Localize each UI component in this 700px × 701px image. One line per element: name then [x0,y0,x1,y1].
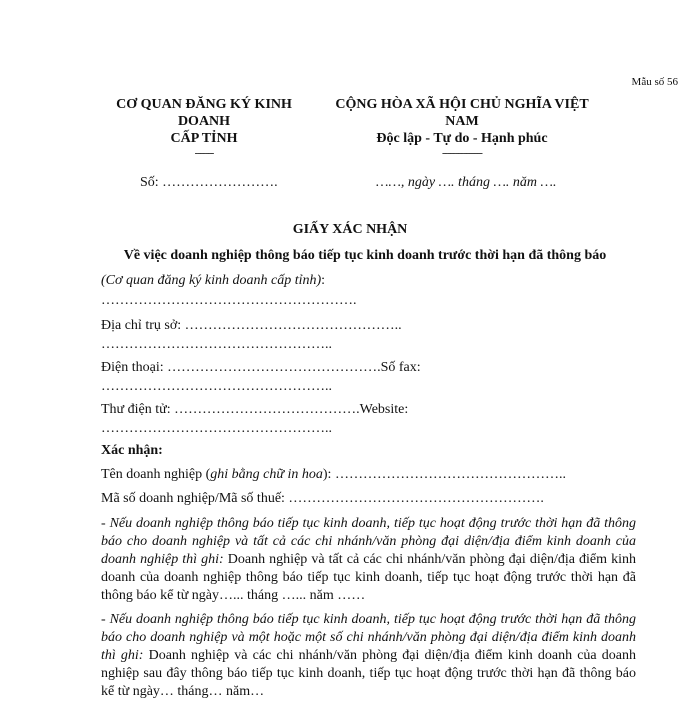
authority-blank: ………………………………………………. [101,293,357,308]
confirm-label: Xác nhận: [101,443,163,458]
form-number: Mẫu số 56 [631,76,678,88]
address-field: Địa chỉ trụ sở: ……………………………………….. [101,318,402,333]
authority-label-line [101,273,325,289]
header-divider: ------- [194,147,214,159]
reference-number: Số: ……………………. [140,175,278,190]
national-motto: Độc lập - Tự do - Hạnh phúc [376,131,548,146]
case-all-condition: - Nếu doanh nghiệp thông báo tiếp tục kinh doanh, tiếp tục hoạt động trước thời hạn đã thông báo cho doanh nghiệp và tất cả các chi nhánh/văn phòng đại diện/địa điểm kinh doanh của doanh nghiệp thì ghi: [101,516,636,567]
case-some-condition: - Nếu doanh nghiệp thông báo tiếp tục kinh doanh, tiếp tục hoạt động trước thời hạn đã thông báo cho doanh nghiệp và một hoặc một số chi nhánh/văn phòng đại diện/địa điểm kinh doanh thì ghi: [101,612,636,663]
country-name: CỘNG HÒA XÃ HỘI CHỦ NGHĨA VIỆT NAM [335,97,589,129]
email-website-field: Thư điện tử: ………………………………….Website: [101,402,409,417]
authority-name: CƠ QUAN ĐĂNG KÝ KINH DOANH [116,97,292,129]
tax-code-field: Mã số doanh nghiệp/Mã số thuế: ………………………………………………. [101,491,544,506]
date-line: ……, ngày …. tháng …. năm …. [376,175,557,190]
confirm-heading [101,443,163,459]
address-field-cont: ………………………………………….. [101,337,332,352]
document-title: GIẤY XÁC NHẬN [292,222,408,237]
document-subtitle: Về việc doanh nghiệp thông báo tiếp tục kinh doanh trước thời hạn đã thông báo [123,248,607,263]
phone-fax-field: Điện thoại: ……………………………………….Số fax: [101,360,421,375]
issuing-authority-header [104,96,304,159]
email-field-cont: ………………………………………….. [101,421,332,436]
case-all-text: Doanh nghiệp và tất cả các chi nhánh/văn phòng đại diện/địa điểm kinh doanh của doanh nghiệp thông báo tiếp tục kinh doanh, tiếp tục hoạt động trước thời hạn đã thông báo kể từ ngày…... tháng …... năm …… [101,552,636,603]
case-some-branches [101,611,636,701]
authority-level: CẤP TỈNH [170,131,238,146]
case-all-branches [101,515,636,605]
header-divider: --------------- [442,147,482,159]
company-name-field: Tên doanh nghiệp (ghi bằng chữ in hoa): ………………………………………….. [101,467,566,482]
national-header [333,96,591,159]
authority-colon: : [321,273,326,288]
case-some-text: Doanh nghiệp và các chi nhánh/văn phòng đại diện/địa điểm kinh doanh của doanh nghiệp sau đây thông báo tiếp tục kinh doanh, tiếp tục hoạt động trước thời hạn đã thông báo kể từ ngày… tháng… năm… [101,648,636,699]
authority-label: (Cơ quan đăng ký kinh doanh cấp tỉnh) [101,273,322,288]
phone-field-cont: ………………………………………….. [101,379,332,394]
